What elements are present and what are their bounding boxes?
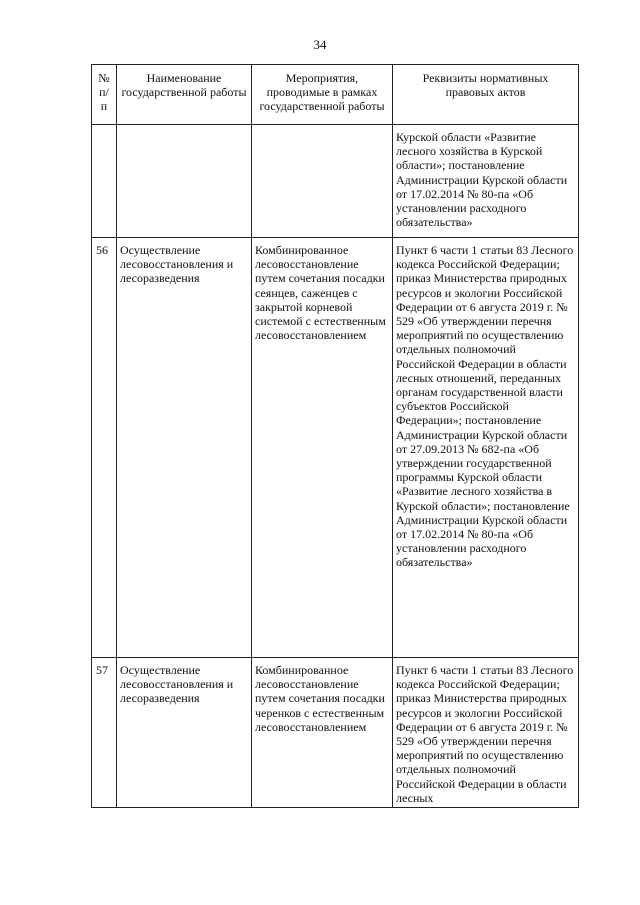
row-legal-acts: Пункт 6 части 1 статьи 83 Лесного кодекса Российской Федерации; приказ Министерства природных ресурсов и экологии Российской Федерации от 6 августа 2019 г. № 529 «Об утверждении перечня мероприятий по осуществлению отдельных полномочий Российской Федерации в области лесных отношений, переданных органам государственной власти субъектов Российской Федерации»; постановление Администрации Курской области от 27.09.2013 № 682-па «Об утверждении государственной программы Курской области «Развитие лесного хозяйства в Курской области»; постановление Администрации Курской области от 17.02.2014 № 80-па «Об установлении расходного обязательства» <box>393 238 579 658</box>
row-measures <box>252 125 393 238</box>
row-work-name <box>117 125 252 238</box>
row-measures: Комбинированное лесовосстановление путем сочетания посадки черенков с естественным лесовосстановлением <box>252 658 393 808</box>
table-row <box>92 238 579 658</box>
page-number: 34 <box>313 37 327 52</box>
table-header-row <box>92 65 579 125</box>
row-work-name: Осуществление лесовосстановления и лесоразведения <box>117 658 252 808</box>
row-number <box>92 125 117 238</box>
header-measures: Мероприятия, проводимые в рамках государственной работы <box>252 65 393 125</box>
row-legal-acts: Курской области «Развитие лесного хозяйства в Курской области»; постановление Администрации Курской области от 17.02.2014 № 80-па «Об установлении расходного обязательства» <box>393 125 579 238</box>
row-legal-acts: Пункт 6 части 1 статьи 83 Лесного кодекса Российской Федерации; приказ Министерства природных ресурсов и экологии Российской Федерации от 6 августа 2019 г. № 529 «Об утверждении перечня мероприятий по осуществлению отдельных полномочий Российской Федерации в области лесных <box>393 658 579 808</box>
row-number: 56 <box>92 238 117 658</box>
table-row <box>92 125 579 238</box>
row-work-name: Осуществление лесовосстановления и лесоразведения <box>117 238 252 658</box>
table-row <box>92 658 579 808</box>
header-number: № п/п <box>92 65 117 125</box>
acts-table <box>91 64 579 808</box>
row-number: 57 <box>92 658 117 808</box>
header-work-name: Наименование государственной работы <box>117 65 252 125</box>
header-legal-acts: Реквизиты нормативных правовых актов <box>393 65 579 125</box>
row-measures: Комбинированное лесовосстановление путем сочетания посадки сеянцев, саженцев с закрытой корневой системой с естественным лесовосстановлением <box>252 238 393 658</box>
